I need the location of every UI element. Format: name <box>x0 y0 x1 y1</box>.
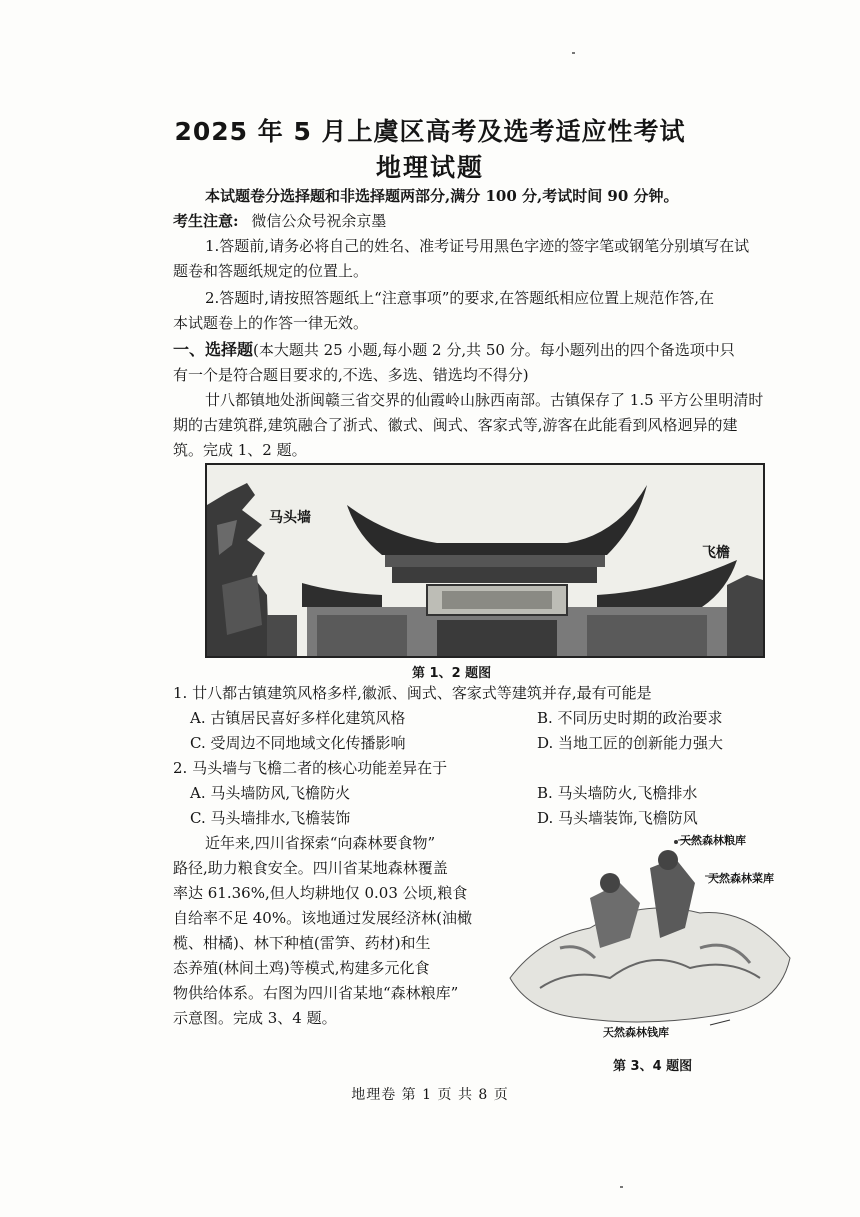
forest-granary-sketch <box>500 828 800 1043</box>
notice-extra: 微信公众号祝余京墨 <box>251 212 387 230</box>
scan-speck <box>620 1186 623 1188</box>
rule-1-line-1: 1.答题前,请务必将自己的姓名、准考证号用黑色字迹的签字笔或钢笔分别填写在试 <box>205 237 750 255</box>
section-1-desc-1: (本大题共 25 小题,每小题 2 分,共 50 分。每小题列出的四个备选项中只 <box>253 341 735 359</box>
passage-2-line-5: 榄、柑橘)、林下种植(雷笋、药材)和生 <box>173 934 431 952</box>
label-forest-money-store: 天然森林钱库 <box>603 1026 669 1039</box>
forest-granary-illustration <box>500 828 800 1043</box>
question-2-option-d[interactable]: D. 马头墙装饰,飞檐防风 <box>537 809 698 827</box>
passage-1-line-1: 廿八都镇地处浙闽赣三省交界的仙霞岭山脉西南部。古镇保存了 1.5 平方公里明清时 <box>205 391 764 409</box>
rule-2-line-2: 本试题卷上的作答一律无效。 <box>173 314 369 332</box>
figure-1-caption: 第 1、2 题图 <box>412 666 492 681</box>
question-1-option-b[interactable]: B. 不同历史时期的政治要求 <box>537 709 723 727</box>
passage-2-line-7: 物供给体系。右图为四川省某地“森林粮库” <box>173 984 459 1002</box>
archway-illustration <box>207 465 763 656</box>
passage-2-line-8: 示意图。完成 3、4 题。 <box>173 1009 337 1027</box>
page-footer: 地理卷 第 1 页 共 8 页 <box>351 1087 509 1103</box>
passage-1-line-2: 期的古建筑群,建筑融合了浙式、徽式、闽式、客家式等,游客在此能看到风格迥异的建 <box>173 416 738 434</box>
passage-1-line-3: 筑。完成 1、2 题。 <box>173 441 307 459</box>
rule-2-line-1: 2.答题时,请按照答题纸上“注意事项”的要求,在答题纸相应位置上规范作答,在 <box>205 289 714 307</box>
question-1-option-a[interactable]: A. 古镇居民喜好多样化建筑风格 <box>190 709 406 727</box>
passage-2-line-6: 态养殖(林间土鸡)等模式,构建多元化食 <box>173 959 430 977</box>
rule-1-line-2: 题卷和答题纸规定的位置上。 <box>173 262 369 280</box>
section-1-desc-2: 有一个是符合题目要求的,不选、多选、错选均不得分) <box>173 366 529 384</box>
architecture-photo <box>205 463 765 658</box>
scan-speck <box>572 52 575 54</box>
label-forest-vegetable-store: 天然森林菜库 <box>708 872 774 885</box>
section-1-header <box>173 340 735 360</box>
label-forest-granary: 天然森林粮库 <box>680 834 746 847</box>
notice-label: 考生注意: <box>173 212 239 230</box>
label-horse-head-wall: 马头墙 <box>269 510 311 526</box>
passage-2-line-3: 率达 61.36%,但人均耕地仅 0.03 公顷,粮食 <box>173 884 468 902</box>
section-1-heading: 一、选择题 <box>173 340 254 359</box>
question-1-option-c[interactable]: C. 受周边不同地域文化传播影响 <box>190 734 406 752</box>
passage-2-line-2: 路径,助力粮食安全。四川省某地森林覆盖 <box>173 859 448 877</box>
question-2-option-c[interactable]: C. 马头墙排水,飞檐装饰 <box>190 809 351 827</box>
label-flying-eaves: 飞檐 <box>702 545 730 561</box>
exam-title: 2025 年 5 月上虞区高考及选考适应性考试 <box>174 117 686 146</box>
notice-row <box>173 211 386 231</box>
question-1-stem: 1. 廿八都古镇建筑风格多样,徽派、闽式、客家式等建筑并存,最有可能是 <box>173 684 652 702</box>
figure-2-caption: 第 3、4 题图 <box>613 1059 693 1074</box>
exam-info: 本试题卷分选择题和非选择题两部分,满分 100 分,考试时间 90 分钟。 <box>205 187 679 205</box>
exam-subject-title: 地理试题 <box>375 153 484 182</box>
passage-2-line-1: 近年来,四川省探索“向森林要食物” <box>205 834 436 852</box>
question-2-stem: 2. 马头墙与飞檐二者的核心功能差异在于 <box>173 759 448 777</box>
question-1-option-d[interactable]: D. 当地工匠的创新能力强大 <box>537 734 724 752</box>
passage-2-line-4: 自给率不足 40%。该地通过发展经济林(油橄 <box>173 909 472 927</box>
question-2-option-a[interactable]: A. 马头墙防风,飞檐防火 <box>190 784 351 802</box>
question-2-option-b[interactable]: B. 马头墙防火,飞檐排水 <box>537 784 698 802</box>
